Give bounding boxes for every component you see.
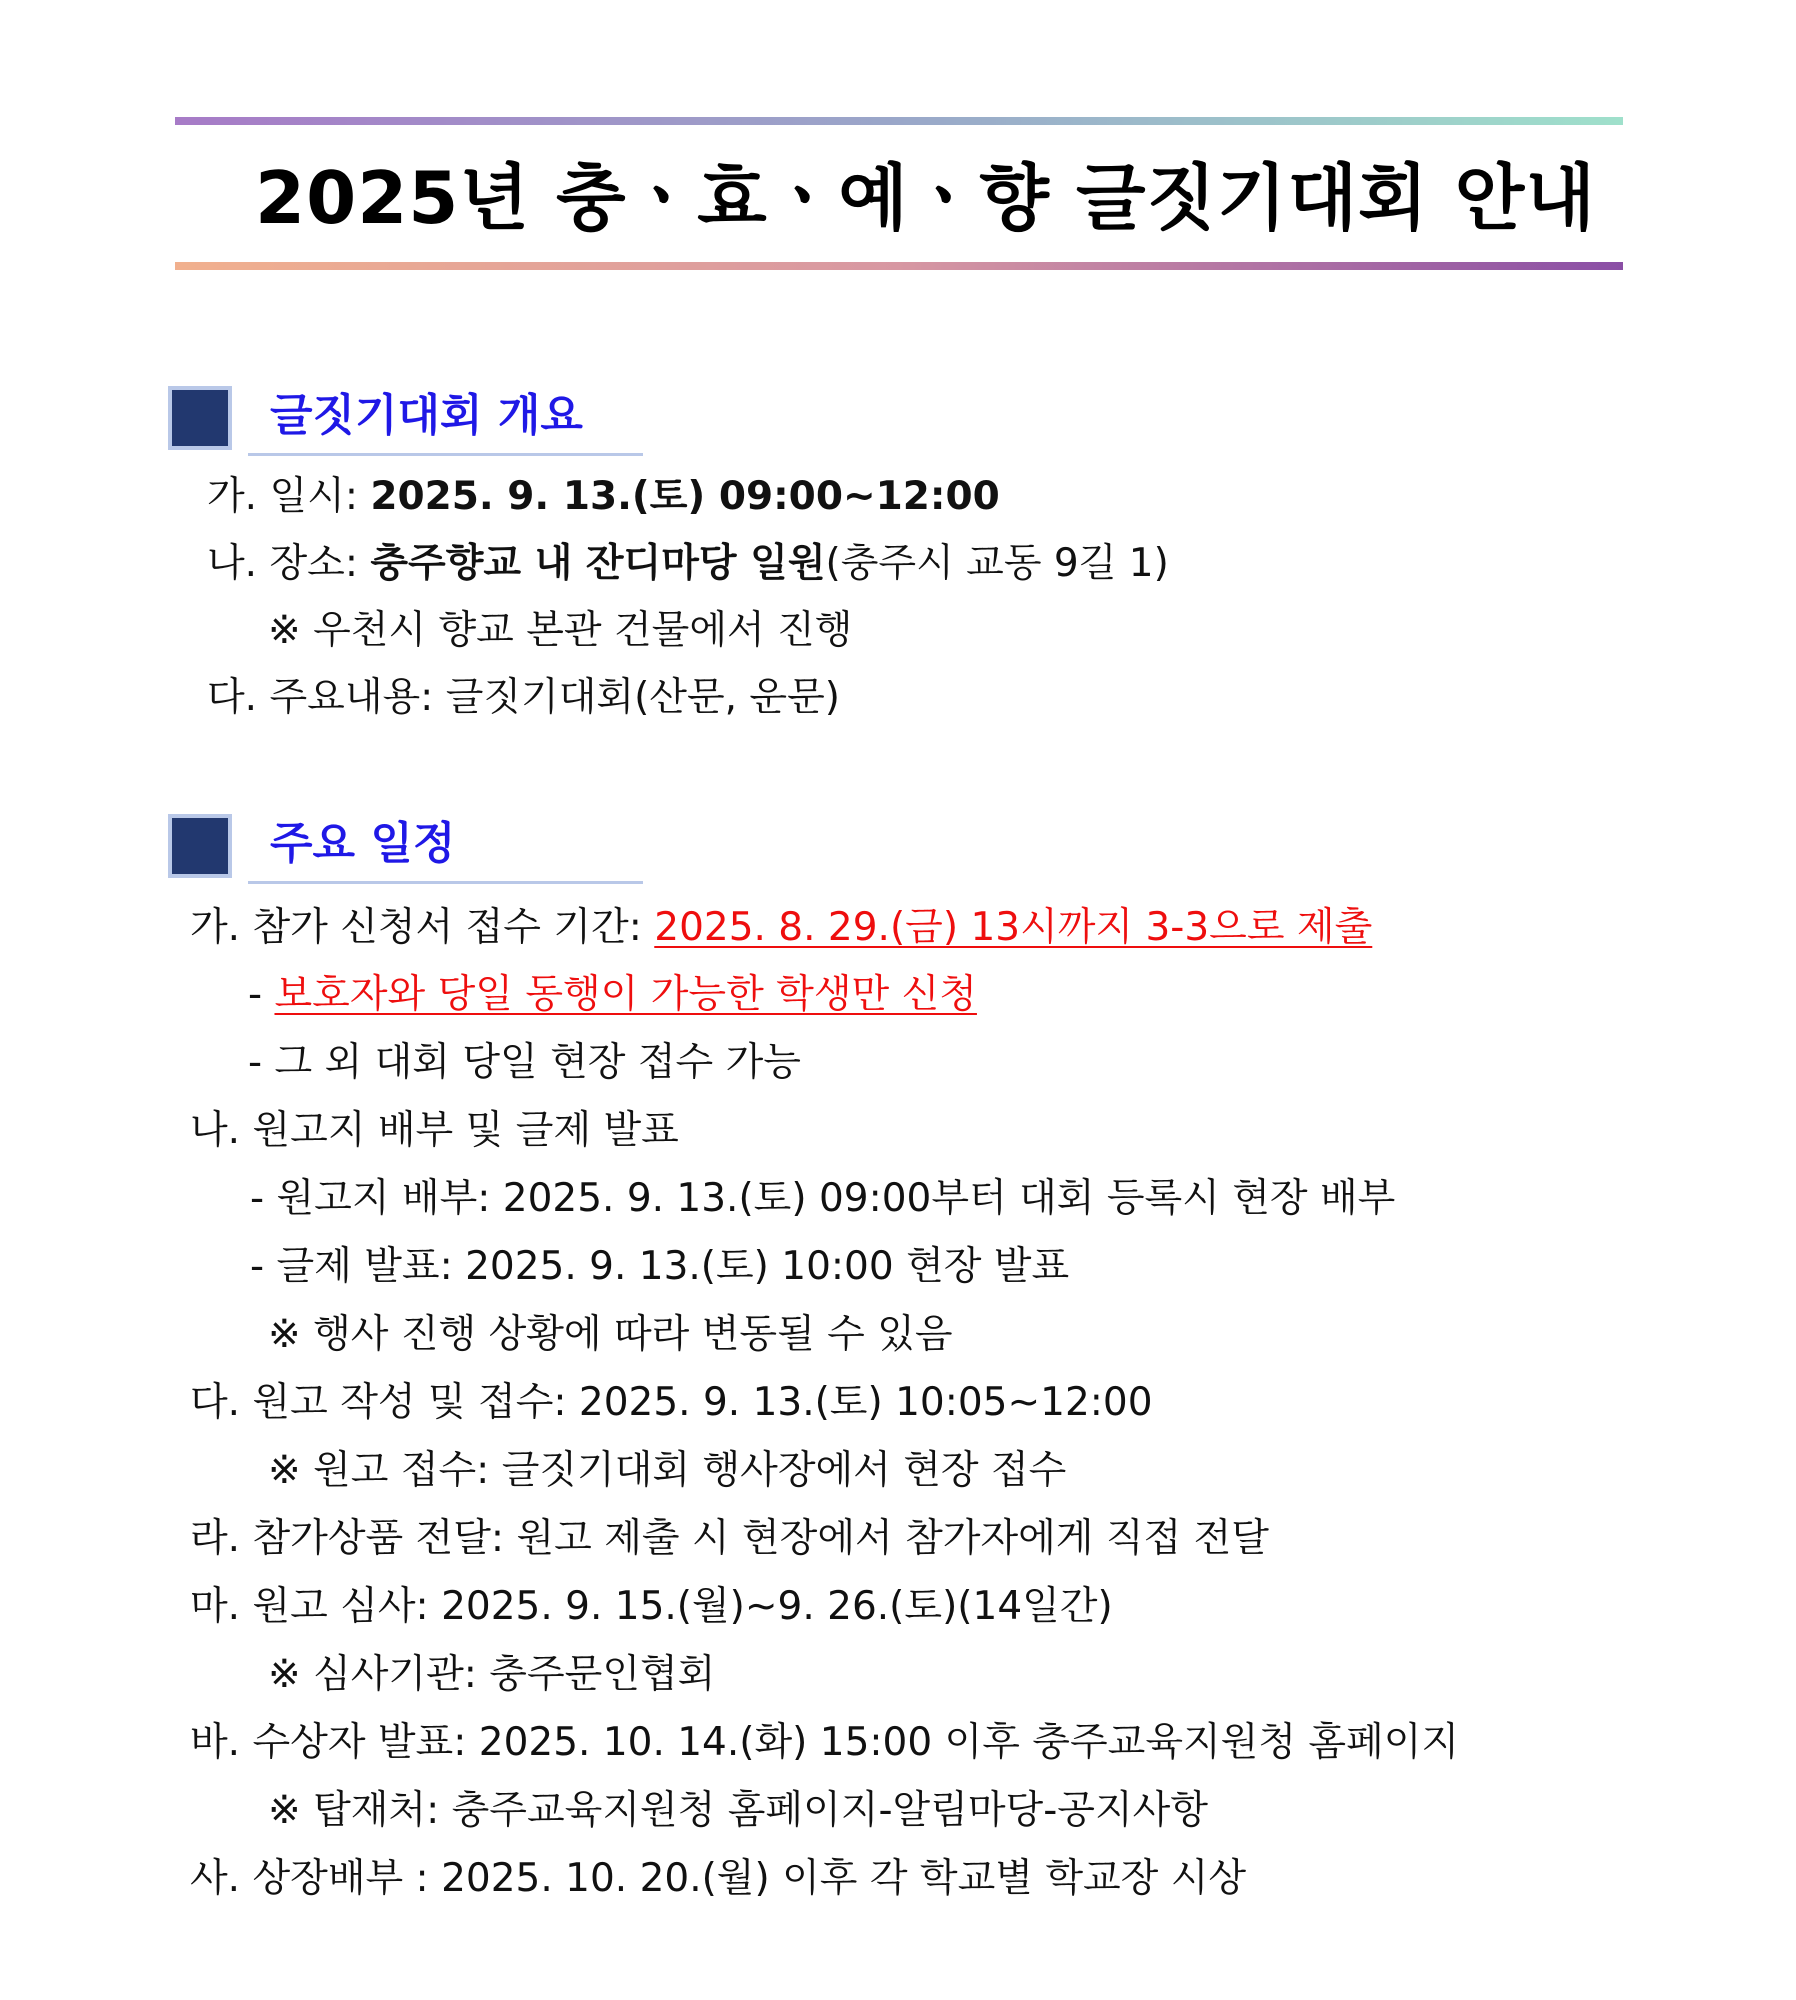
schedule-line-announce: 바. 수상자 발표: 2025. 10. 14.(화) 15:00 이후 충주교육지원청 홈페이지 <box>190 1720 1460 1765</box>
section-heading-schedule <box>168 814 668 884</box>
line-prefix: 가. 일시: <box>207 474 371 519</box>
line-prefix: 가. 참가 신청서 접수 기간: <box>190 905 655 950</box>
schedule-note-posting: ※ 탑재처: 충주교육지원청 홈페이지-알림마당-공지사항 <box>268 1788 1208 1833</box>
schedule-line-paper: 나. 원고지 배부 및 글제 발표 <box>190 1108 679 1153</box>
line-prefix: 나. 장소: <box>207 541 371 586</box>
overview-note-rain: ※ 우천시 향교 본관 건물에서 진행 <box>268 608 853 653</box>
schedule-line-review: 마. 원고 심사: 2025. 9. 15.(월)~9. 26.(토)(14일간) <box>190 1584 1113 1629</box>
line-highlight: 2025. 8. 29.(금) 13시까지 3-3으로 제출 <box>654 905 1373 950</box>
overview-line-date <box>207 472 1000 522</box>
section-underline <box>248 453 643 456</box>
line-bold: 충주향교 내 잔디마당 일원 <box>370 541 826 586</box>
overview-line-content: 다. 주요내용: 글짓기대회(산문, 운문) <box>207 675 840 720</box>
line-highlight: 보호자와 당일 동행이 가능한 학생만 신청 <box>274 972 977 1017</box>
schedule-line-guardian <box>248 970 977 1020</box>
schedule-line-gift: 라. 참가상품 전달: 원고 제출 시 현장에서 참가자에게 직접 전달 <box>190 1516 1269 1561</box>
section-heading-overview <box>168 386 668 456</box>
overview-line-place <box>207 539 1169 589</box>
schedule-line-award: 사. 상장배부 : 2025. 10. 20.(월) 이후 각 학교별 학교장 시상 <box>190 1856 1247 1901</box>
line-suffix: (충주시 교동 9길 1) <box>825 541 1169 586</box>
section-title: 글짓기대회 개요 <box>270 390 583 441</box>
line-prefix: - <box>248 972 275 1017</box>
section-square-icon <box>168 814 232 878</box>
schedule-note-change: ※ 행사 진행 상황에 따라 변동될 수 있음 <box>268 1312 953 1357</box>
schedule-line-paper-dist: - 원고지 배부: 2025. 9. 13.(토) 09:00부터 대회 등록시 현장 배부 <box>250 1176 1396 1221</box>
title-rule-top <box>175 117 1623 125</box>
schedule-note-reviewer: ※ 심사기관: 충주문인협회 <box>268 1652 716 1697</box>
schedule-line-application <box>190 903 1372 953</box>
schedule-line-topic: - 글제 발표: 2025. 9. 13.(토) 10:00 현장 발표 <box>250 1244 1070 1289</box>
document-title: 2025년 충ㆍ효ㆍ예ㆍ향 글짓기대회 안내 <box>255 156 1596 240</box>
schedule-line-onsite: - 그 외 대회 당일 현장 접수 가능 <box>248 1040 801 1085</box>
schedule-line-writing: 다. 원고 작성 및 접수: 2025. 9. 13.(토) 10:05~12:00 <box>190 1380 1153 1425</box>
section-title: 주요 일정 <box>270 818 456 869</box>
section-square-icon <box>168 386 232 450</box>
schedule-note-receipt: ※ 원고 접수: 글짓기대회 행사장에서 현장 접수 <box>268 1448 1067 1493</box>
title-rule-bottom <box>175 262 1623 270</box>
line-bold: 2025. 9. 13.(토) 09:00~12:00 <box>370 474 1000 519</box>
section-underline <box>248 881 643 884</box>
